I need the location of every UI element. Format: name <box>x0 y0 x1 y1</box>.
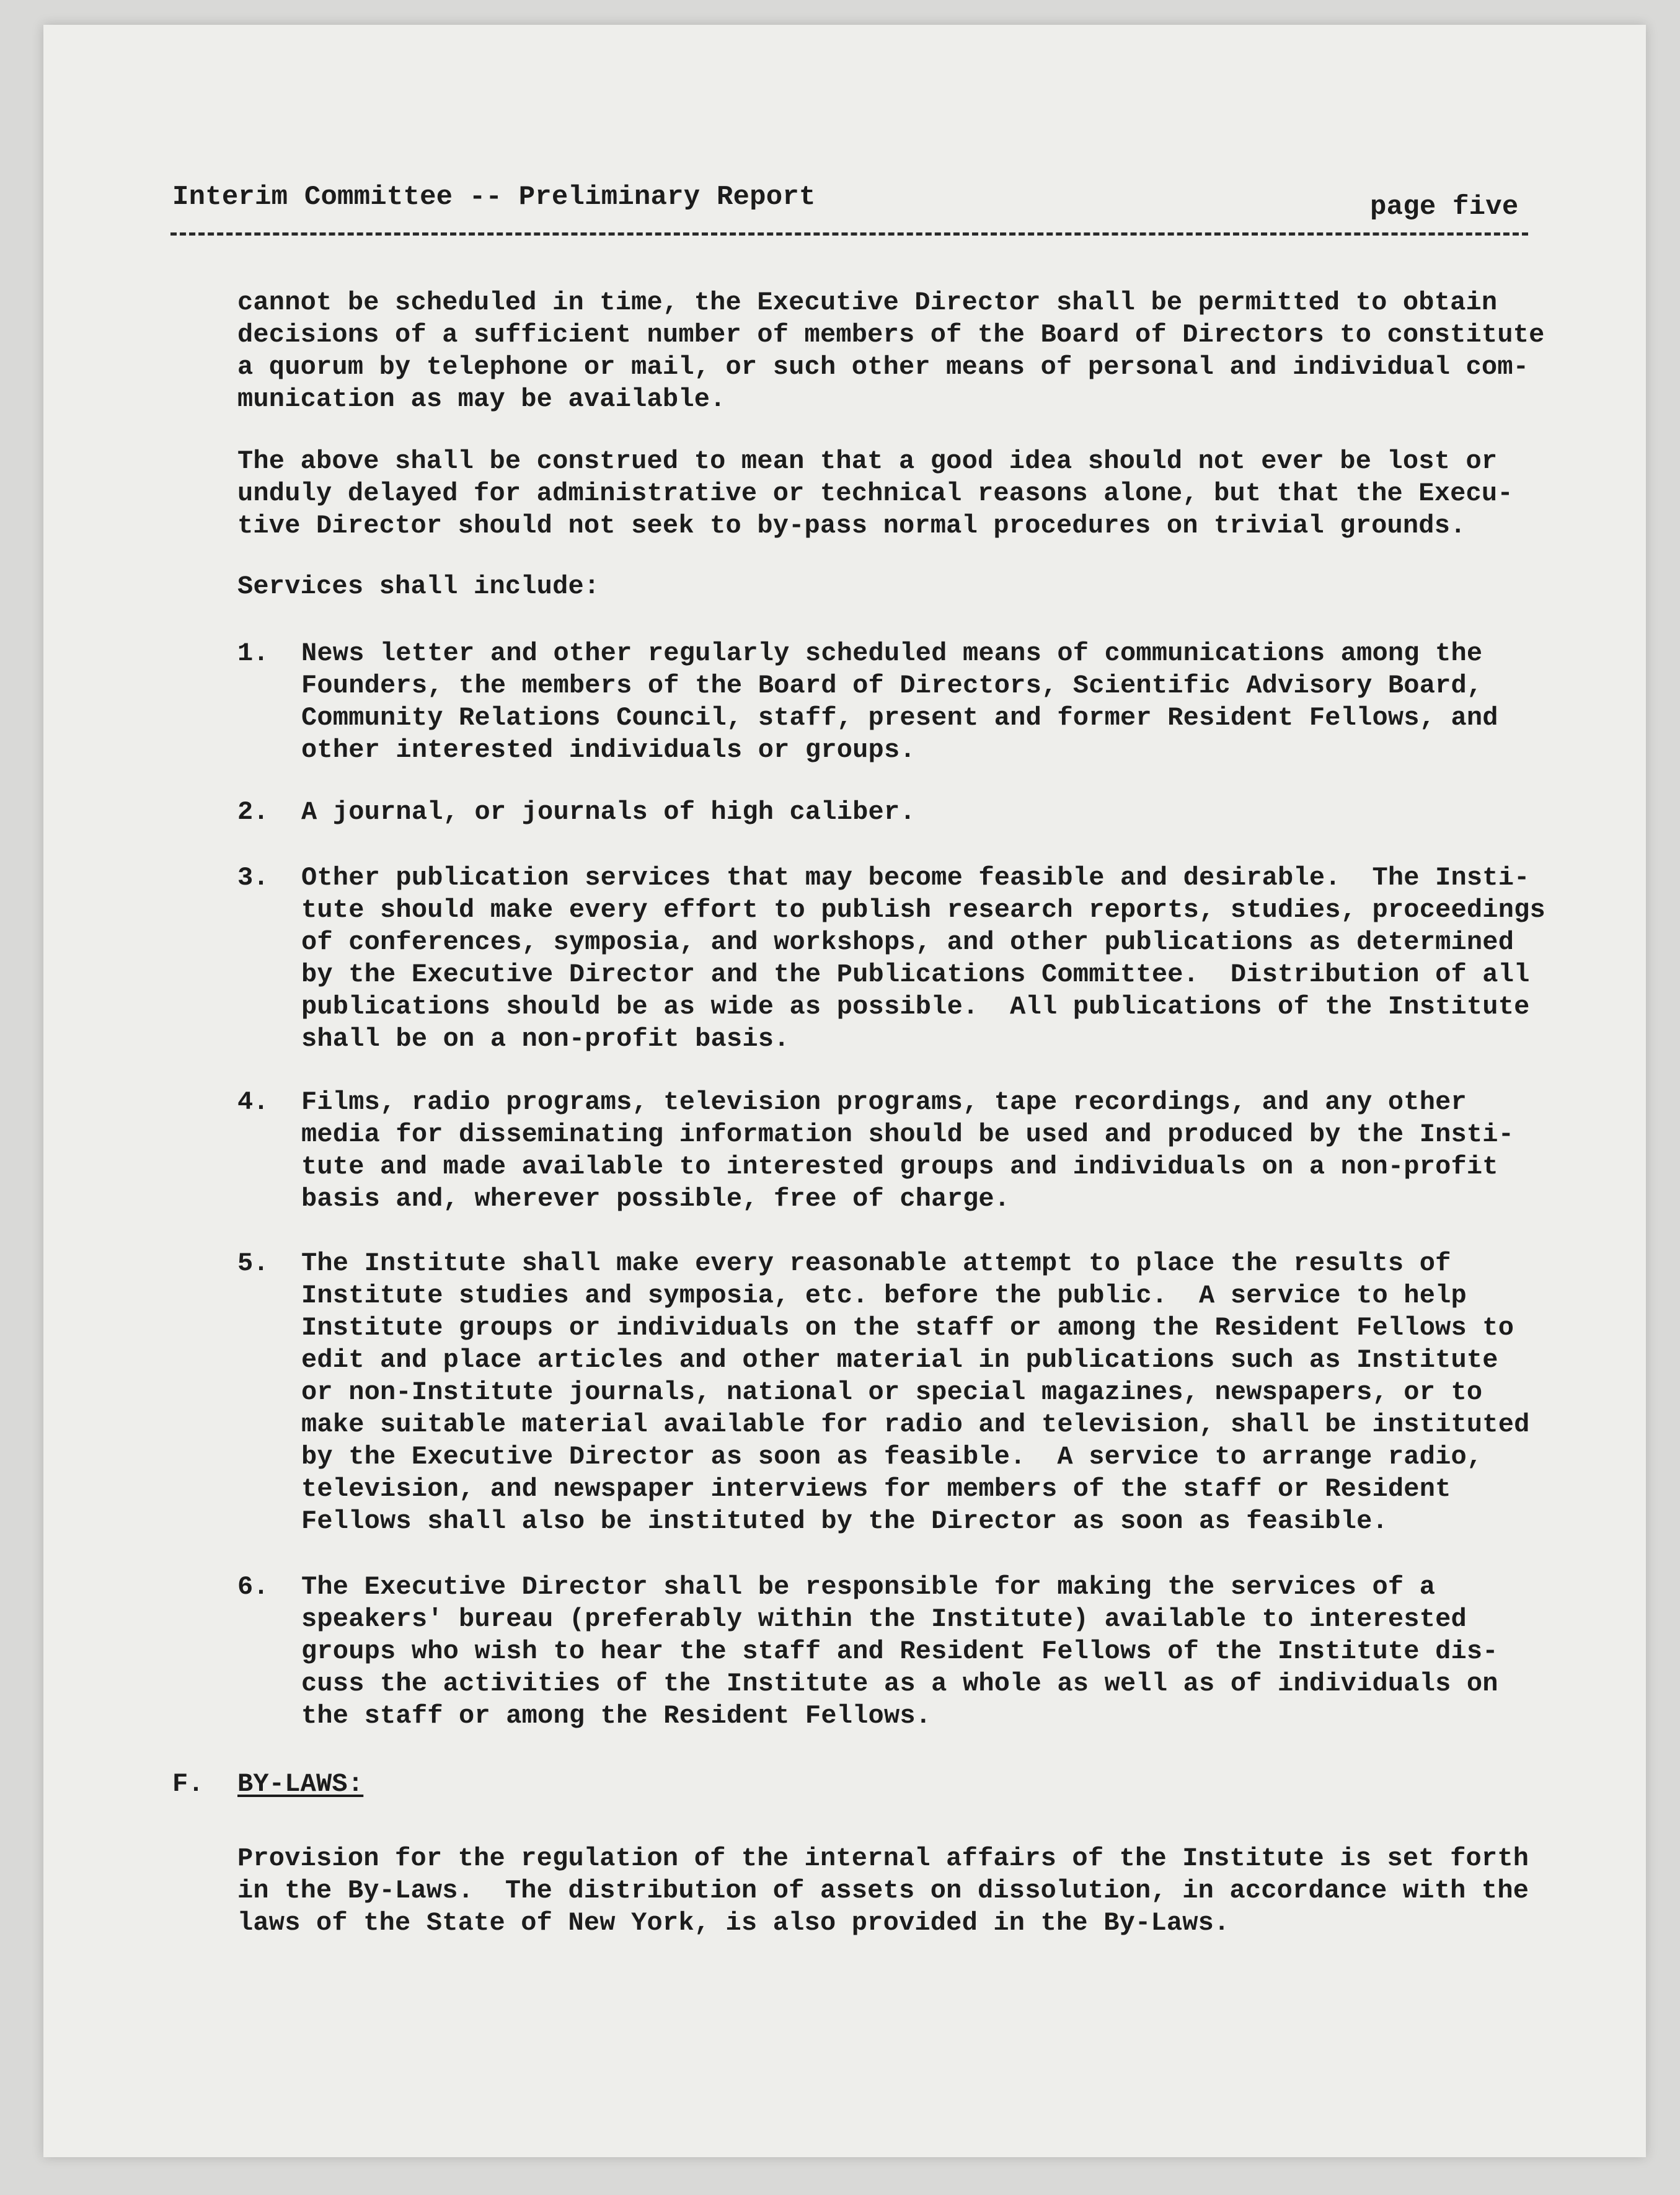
section-line: Provision for the regulation of the internal affairs of the Institute is set forth <box>237 1844 1529 1873</box>
list-item-line: The Executive Director shall be responsible for making the services of a <box>301 1572 1436 1602</box>
list-item-line: by the Executive Director as soon as feasible. A service to arrange radio, <box>301 1442 1483 1472</box>
list-item-line: The Institute shall make every reasonable attempt to place the results of <box>301 1248 1451 1278</box>
list-item-line: Institute groups or individuals on the staff or among the Resident Fellows to <box>301 1313 1514 1343</box>
list-item-line: Other publication services that may become feasible and desirable. The Insti- <box>301 863 1530 893</box>
list-item-number: 4. <box>237 1087 269 1117</box>
header-dashed-rule <box>170 232 1528 236</box>
list-item-line: publications should be as wide as possible. All publications of the Institute <box>301 992 1530 1022</box>
list-item-line: make suitable material available for radio and television, shall be instituted <box>301 1410 1530 1439</box>
list-item-number: 5. <box>237 1248 269 1278</box>
services-heading: Services shall include: <box>237 572 600 601</box>
list-item-line: groups who wish to hear the staff and Resident Fellows of the Institute dis- <box>301 1636 1498 1666</box>
page-number-label: page five <box>1370 192 1519 223</box>
list-item-line: media for disseminating information should be used and produced by the Insti- <box>301 1120 1514 1149</box>
list-item-line: Films, radio programs, television programs, tape recordings, and any other <box>301 1087 1467 1117</box>
section-line: in the By-Laws. The distribution of assets on dissolution, in accordance with the <box>237 1876 1529 1906</box>
paragraph-line: unduly delayed for administrative or technical reasons alone, but that the Execu- <box>237 479 1513 508</box>
list-item-line: Community Relations Council, staff, present and former Resident Fellows, and <box>301 703 1498 733</box>
intro-line: cannot be scheduled in time, the Executive Director shall be permitted to obtain <box>237 288 1498 317</box>
list-item-line: Fellows shall also be instituted by the Director as soon as feasible. <box>301 1506 1388 1536</box>
list-item-line: other interested individuals or groups. <box>301 735 916 765</box>
list-item-line: the staff or among the Resident Fellows. <box>301 1701 932 1731</box>
list-item-number: 6. <box>237 1572 269 1602</box>
intro-line: a quorum by telephone or mail, or such other means of personal and individual com- <box>237 352 1529 382</box>
list-item-line: of conferences, symposia, and workshops, and other publications as determined <box>301 927 1514 957</box>
list-item-line: edit and place articles and other material in publications such as Institute <box>301 1345 1498 1375</box>
list-item-line: A journal, or journals of high caliber. <box>301 797 916 827</box>
list-item-line: or non-Institute journals, national or special magazines, newspapers, or to <box>301 1377 1483 1407</box>
intro-line: munication as may be available. <box>237 384 726 414</box>
list-item-line: speakers' bureau (preferably within the Institute) available to interested <box>301 1604 1467 1634</box>
list-item-line: tute and made available to interested groups and individuals on a non-profit <box>301 1152 1498 1181</box>
section-line: laws of the State of New York, is also provided in the By-Laws. <box>237 1908 1230 1938</box>
list-item-line: Institute studies and symposia, etc. before the public. A service to help <box>301 1281 1467 1310</box>
list-item-line: cuss the activities of the Institute as a whole as well as of individuals on <box>301 1669 1498 1698</box>
list-item-line: basis and, wherever possible, free of charge. <box>301 1184 1010 1214</box>
paragraph-line: The above shall be construed to mean that a good idea should not ever be lost or <box>237 446 1498 476</box>
list-item-line: News letter and other regularly scheduled means of communications among the <box>301 638 1483 668</box>
list-item-line: tute should make every effort to publish research reports, studies, proceedings <box>301 895 1545 925</box>
list-item-line: by the Executive Director and the Publications Committee. Distribution of all <box>301 960 1530 989</box>
section-letter: F. <box>172 1769 204 1799</box>
list-item-line: television, and newspaper interviews for members of the staff or Resident <box>301 1474 1451 1504</box>
list-item-number: 2. <box>237 797 269 827</box>
list-item-line: shall be on a non-profit basis. <box>301 1024 790 1054</box>
intro-line: decisions of a sufficient number of members of the Board of Directors to constitute <box>237 320 1545 350</box>
section-title: BY-LAWS: <box>237 1769 364 1799</box>
paragraph-line: tive Director should not seek to by-pass normal procedures on trivial grounds. <box>237 511 1466 541</box>
list-item-number: 3. <box>237 863 269 893</box>
header-title: Interim Committee -- Preliminary Report <box>172 182 816 213</box>
list-item-number: 1. <box>237 638 269 668</box>
list-item-line: Founders, the members of the Board of Directors, Scientific Advisory Board, <box>301 671 1483 700</box>
